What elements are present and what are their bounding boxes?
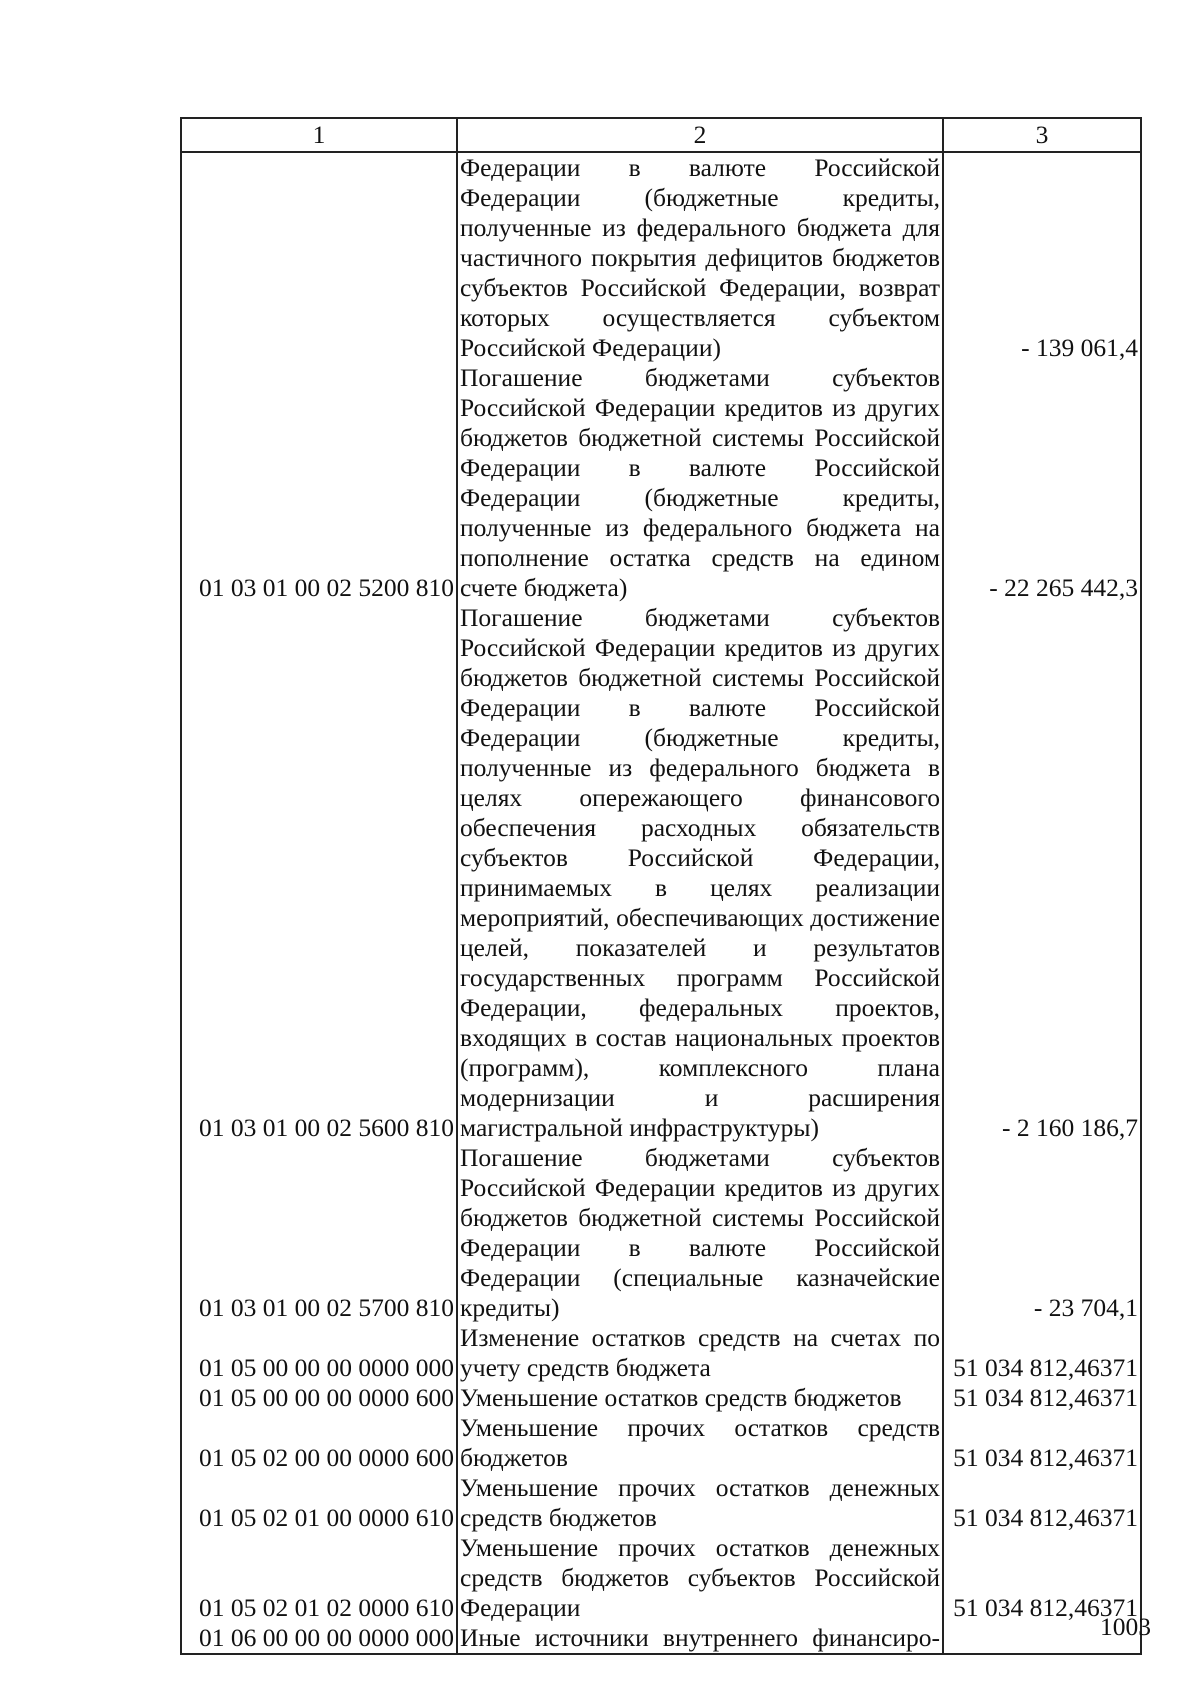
source-name: Изменение остатков средств на счетах по учету средств бюджета <box>457 1323 943 1383</box>
amount-value: 51 034 812,46371 <box>943 1323 1141 1383</box>
table-row <box>181 1533 1141 1623</box>
budget-classification-code: 01 03 01 00 02 5200 810 <box>181 363 457 603</box>
amount-value: - 22 265 442,3 <box>943 363 1141 603</box>
budget-sources-table <box>180 117 1142 1655</box>
amount-value: 51 034 812,46371 <box>943 1383 1141 1413</box>
table-row <box>181 152 1141 363</box>
budget-classification-code <box>181 152 457 363</box>
source-name: Уменьшение прочих остатков средств бюджетов <box>457 1413 943 1473</box>
budget-classification-code: 01 05 02 01 02 0000 610 <box>181 1533 457 1623</box>
table-row <box>181 603 1141 1143</box>
amount-value: - 2 160 186,7 <box>943 603 1141 1143</box>
budget-classification-code: 01 05 02 00 00 0000 600 <box>181 1413 457 1473</box>
budget-classification-code: 01 05 02 01 00 0000 610 <box>181 1473 457 1533</box>
table-row <box>181 1473 1141 1533</box>
budget-classification-code: 01 03 01 00 02 5700 810 <box>181 1143 457 1323</box>
table-row <box>181 1413 1141 1473</box>
amount-value: 51 034 812,46371 <box>943 1533 1141 1623</box>
page-number: 1003 <box>1100 1612 1151 1641</box>
source-name: Иные источники внутреннего финансиро- <box>457 1623 943 1654</box>
table-header-row <box>181 118 1141 152</box>
source-name: Уменьшение прочих остатков денежных средств бюджетов <box>457 1473 943 1533</box>
table-row <box>181 1323 1141 1383</box>
table-row <box>181 363 1141 603</box>
source-name: Уменьшение прочих остатков денежных средств бюджетов субъектов Российской Федерации <box>457 1533 943 1623</box>
source-name: Федерации в валюте Российской Федерации (бюджетные кредиты, полученные из федерального бюджета для частичного покрытия дефицитов бюджетов субъектов Российской Федерации, возврат которых осуществляется субъектом Российской Федерации) <box>457 152 943 363</box>
table-row <box>181 1623 1141 1654</box>
budget-sources-table-page <box>180 117 1140 1655</box>
source-name: Погашение бюджетами субъектов Российской Федерации кредитов из других бюджетов бюджетной системы Российской Федерации в валюте Российской Федерации (бюджетные кредиты, полученные из федерального бюджета на пополнение остатка средств на едином счете бюджета) <box>457 363 943 603</box>
budget-classification-code: 01 06 00 00 00 0000 000 <box>181 1623 457 1654</box>
amount-value: 51 034 812,46371 <box>943 1413 1141 1473</box>
amount-value: - 23 704,1 <box>943 1143 1141 1323</box>
budget-classification-code: 01 05 00 00 00 0000 600 <box>181 1383 457 1413</box>
amount-value: - 139 061,4 <box>943 152 1141 363</box>
source-name: Уменьшение остатков средств бюджетов <box>457 1383 943 1413</box>
budget-classification-code: 01 05 00 00 00 0000 000 <box>181 1323 457 1383</box>
column-header-3: 3 <box>943 118 1141 152</box>
table-row <box>181 1143 1141 1323</box>
column-header-2: 2 <box>457 118 943 152</box>
table-row <box>181 1383 1141 1413</box>
table-header <box>181 118 1141 152</box>
source-name: Погашение бюджетами субъектов Российской Федерации кредитов из других бюджетов бюджетной системы Российской Федерации в валюте Российской Федерации (специальные казначейские кредиты) <box>457 1143 943 1323</box>
amount-value: 51 034 812,46371 <box>943 1473 1141 1533</box>
column-header-1: 1 <box>181 118 457 152</box>
source-name: Погашение бюджетами субъектов Российской Федерации кредитов из других бюджетов бюджетной системы Российской Федерации в валюте Российской Федерации (бюджетные кредиты, полученные из федерального бюджета в целях опережающего финансового обеспечения расходных обязательств субъектов Российской Федерации, принимаемых в целях реализации мероприятий, обеспечивающих достижение целей, показателей и результатов государственных программ Российской Федерации, федеральных проектов, входящих в состав национальных проектов (программ), комплексного плана модернизации и расширения магистральной инфраструктуры) <box>457 603 943 1143</box>
budget-classification-code: 01 03 01 00 02 5600 810 <box>181 603 457 1143</box>
table-body <box>181 152 1141 1654</box>
